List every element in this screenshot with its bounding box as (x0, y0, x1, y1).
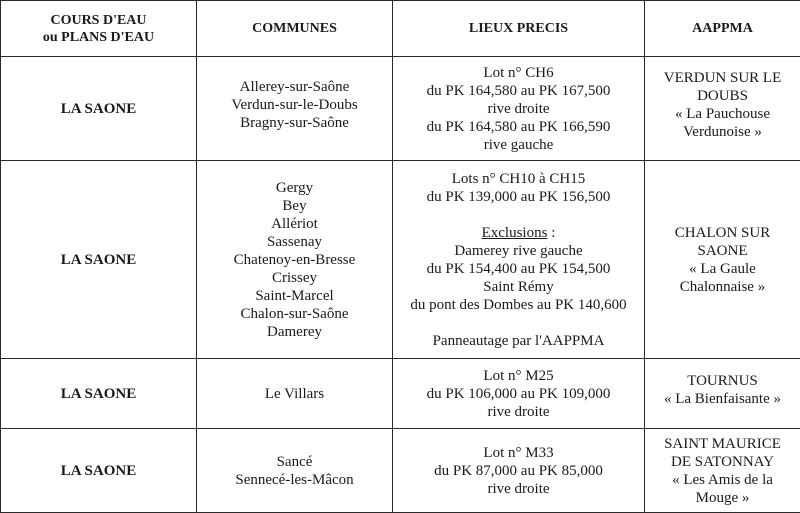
aappma-cell (645, 161, 800, 359)
commune-name: Bragny-sur-Saône (197, 114, 392, 132)
lieu-line: Lot n° M25 (393, 367, 644, 385)
lieu-line: Damerey rive gauche (393, 242, 644, 260)
header-cours-deau-line2: ou PLANS D'EAU (1, 29, 196, 46)
commune-name: Gergy (197, 179, 392, 197)
river-cell: LA SAONE (1, 57, 197, 161)
commune-name: Sennecé-les-Mâcon (197, 471, 392, 489)
commune-name: Allerey-sur-Saône (197, 78, 392, 96)
river-cell: LA SAONE (1, 359, 197, 429)
lieu-line: du PK 139,000 au PK 156,500 (393, 188, 644, 206)
lieu-line: du PK 164,580 au PK 166,590 (393, 118, 644, 136)
lieux-cell (393, 57, 645, 161)
commune-name: Le Villars (197, 385, 392, 403)
lieu-line: Panneautage par l'AAPPMA (393, 332, 644, 350)
commune-name: Damerey (197, 323, 392, 341)
header-cours-deau-line1: COURS D'EAU (1, 12, 196, 29)
aappma-line: SAINT MAURICE (645, 435, 800, 453)
aappma-line: « La Pauchouse (645, 105, 800, 123)
commune-name: Sassenay (197, 233, 392, 251)
lieu-line: du pont des Dombes au PK 140,600 (393, 296, 644, 314)
header-lieux-precis: LIEUX PRECIS (393, 1, 645, 57)
commune-name: Allériot (197, 215, 392, 233)
lieu-line: du PK 87,000 au PK 85,000 (393, 462, 644, 480)
table-row (1, 161, 800, 359)
header-cours-deau (1, 1, 197, 57)
river-cell: LA SAONE (1, 429, 197, 513)
aappma-line: DOUBS (645, 87, 800, 105)
aappma-line: « La Bienfaisante » (645, 390, 800, 408)
header-communes: COMMUNES (197, 1, 393, 57)
commune-name: Chatenoy-en-Bresse (197, 251, 392, 269)
river-cell: LA SAONE (1, 161, 197, 359)
communes-cell (197, 161, 393, 359)
exclusions-label: Exclusions (482, 225, 548, 241)
communes-cell (197, 429, 393, 513)
aappma-line: Mouge » (645, 489, 800, 507)
commune-name: Sancé (197, 453, 392, 471)
aappma-cell (645, 57, 800, 161)
exclusions-heading (393, 224, 644, 242)
commune-name: Verdun-sur-le-Doubs (197, 96, 392, 114)
communes-cell (197, 57, 393, 161)
aappma-line: Verdunoise » (645, 123, 800, 141)
aappma-line: TOURNUS (645, 372, 800, 390)
aappma-line: VERDUN SUR LE (645, 69, 800, 87)
commune-name: Crissey (197, 269, 392, 287)
commune-name: Chalon-sur-Saône (197, 305, 392, 323)
lieux-cell (393, 429, 645, 513)
aappma-line: Chalonnaise » (645, 278, 800, 296)
lieu-line: rive gauche (393, 136, 644, 154)
aappma-line: DE SATONNAY (645, 453, 800, 471)
exclusions-suffix: : (547, 225, 555, 241)
aappma-cell (645, 359, 800, 429)
lieu-line: du PK 164,580 au PK 167,500 (393, 82, 644, 100)
aappma-line: CHALON SUR (645, 224, 800, 242)
header-row (1, 1, 800, 57)
lieu-line: du PK 154,400 au PK 154,500 (393, 260, 644, 278)
commune-name: Saint-Marcel (197, 287, 392, 305)
lieu-line: rive droite (393, 100, 644, 118)
lieux-cell (393, 359, 645, 429)
table-row (1, 359, 800, 429)
lieu-line: Lots n° CH10 à CH15 (393, 170, 644, 188)
lieux-cell (393, 161, 645, 359)
aappma-cell (645, 429, 800, 513)
lieu-line: Saint Rémy (393, 278, 644, 296)
table-row (1, 57, 800, 161)
aappma-line: SAONE (645, 242, 800, 260)
lieu-line: rive droite (393, 480, 644, 498)
header-aappma: AAPPMA (645, 1, 800, 57)
lieu-line: Lot n° M33 (393, 444, 644, 462)
aappma-line: « Les Amis de la (645, 471, 800, 489)
lieu-line: du PK 106,000 au PK 109,000 (393, 385, 644, 403)
table-row (1, 429, 800, 513)
commune-name: Bey (197, 197, 392, 215)
communes-cell (197, 359, 393, 429)
lieu-line: rive droite (393, 403, 644, 421)
aappma-line: « La Gaule (645, 260, 800, 278)
lieu-line: Lot n° CH6 (393, 64, 644, 82)
